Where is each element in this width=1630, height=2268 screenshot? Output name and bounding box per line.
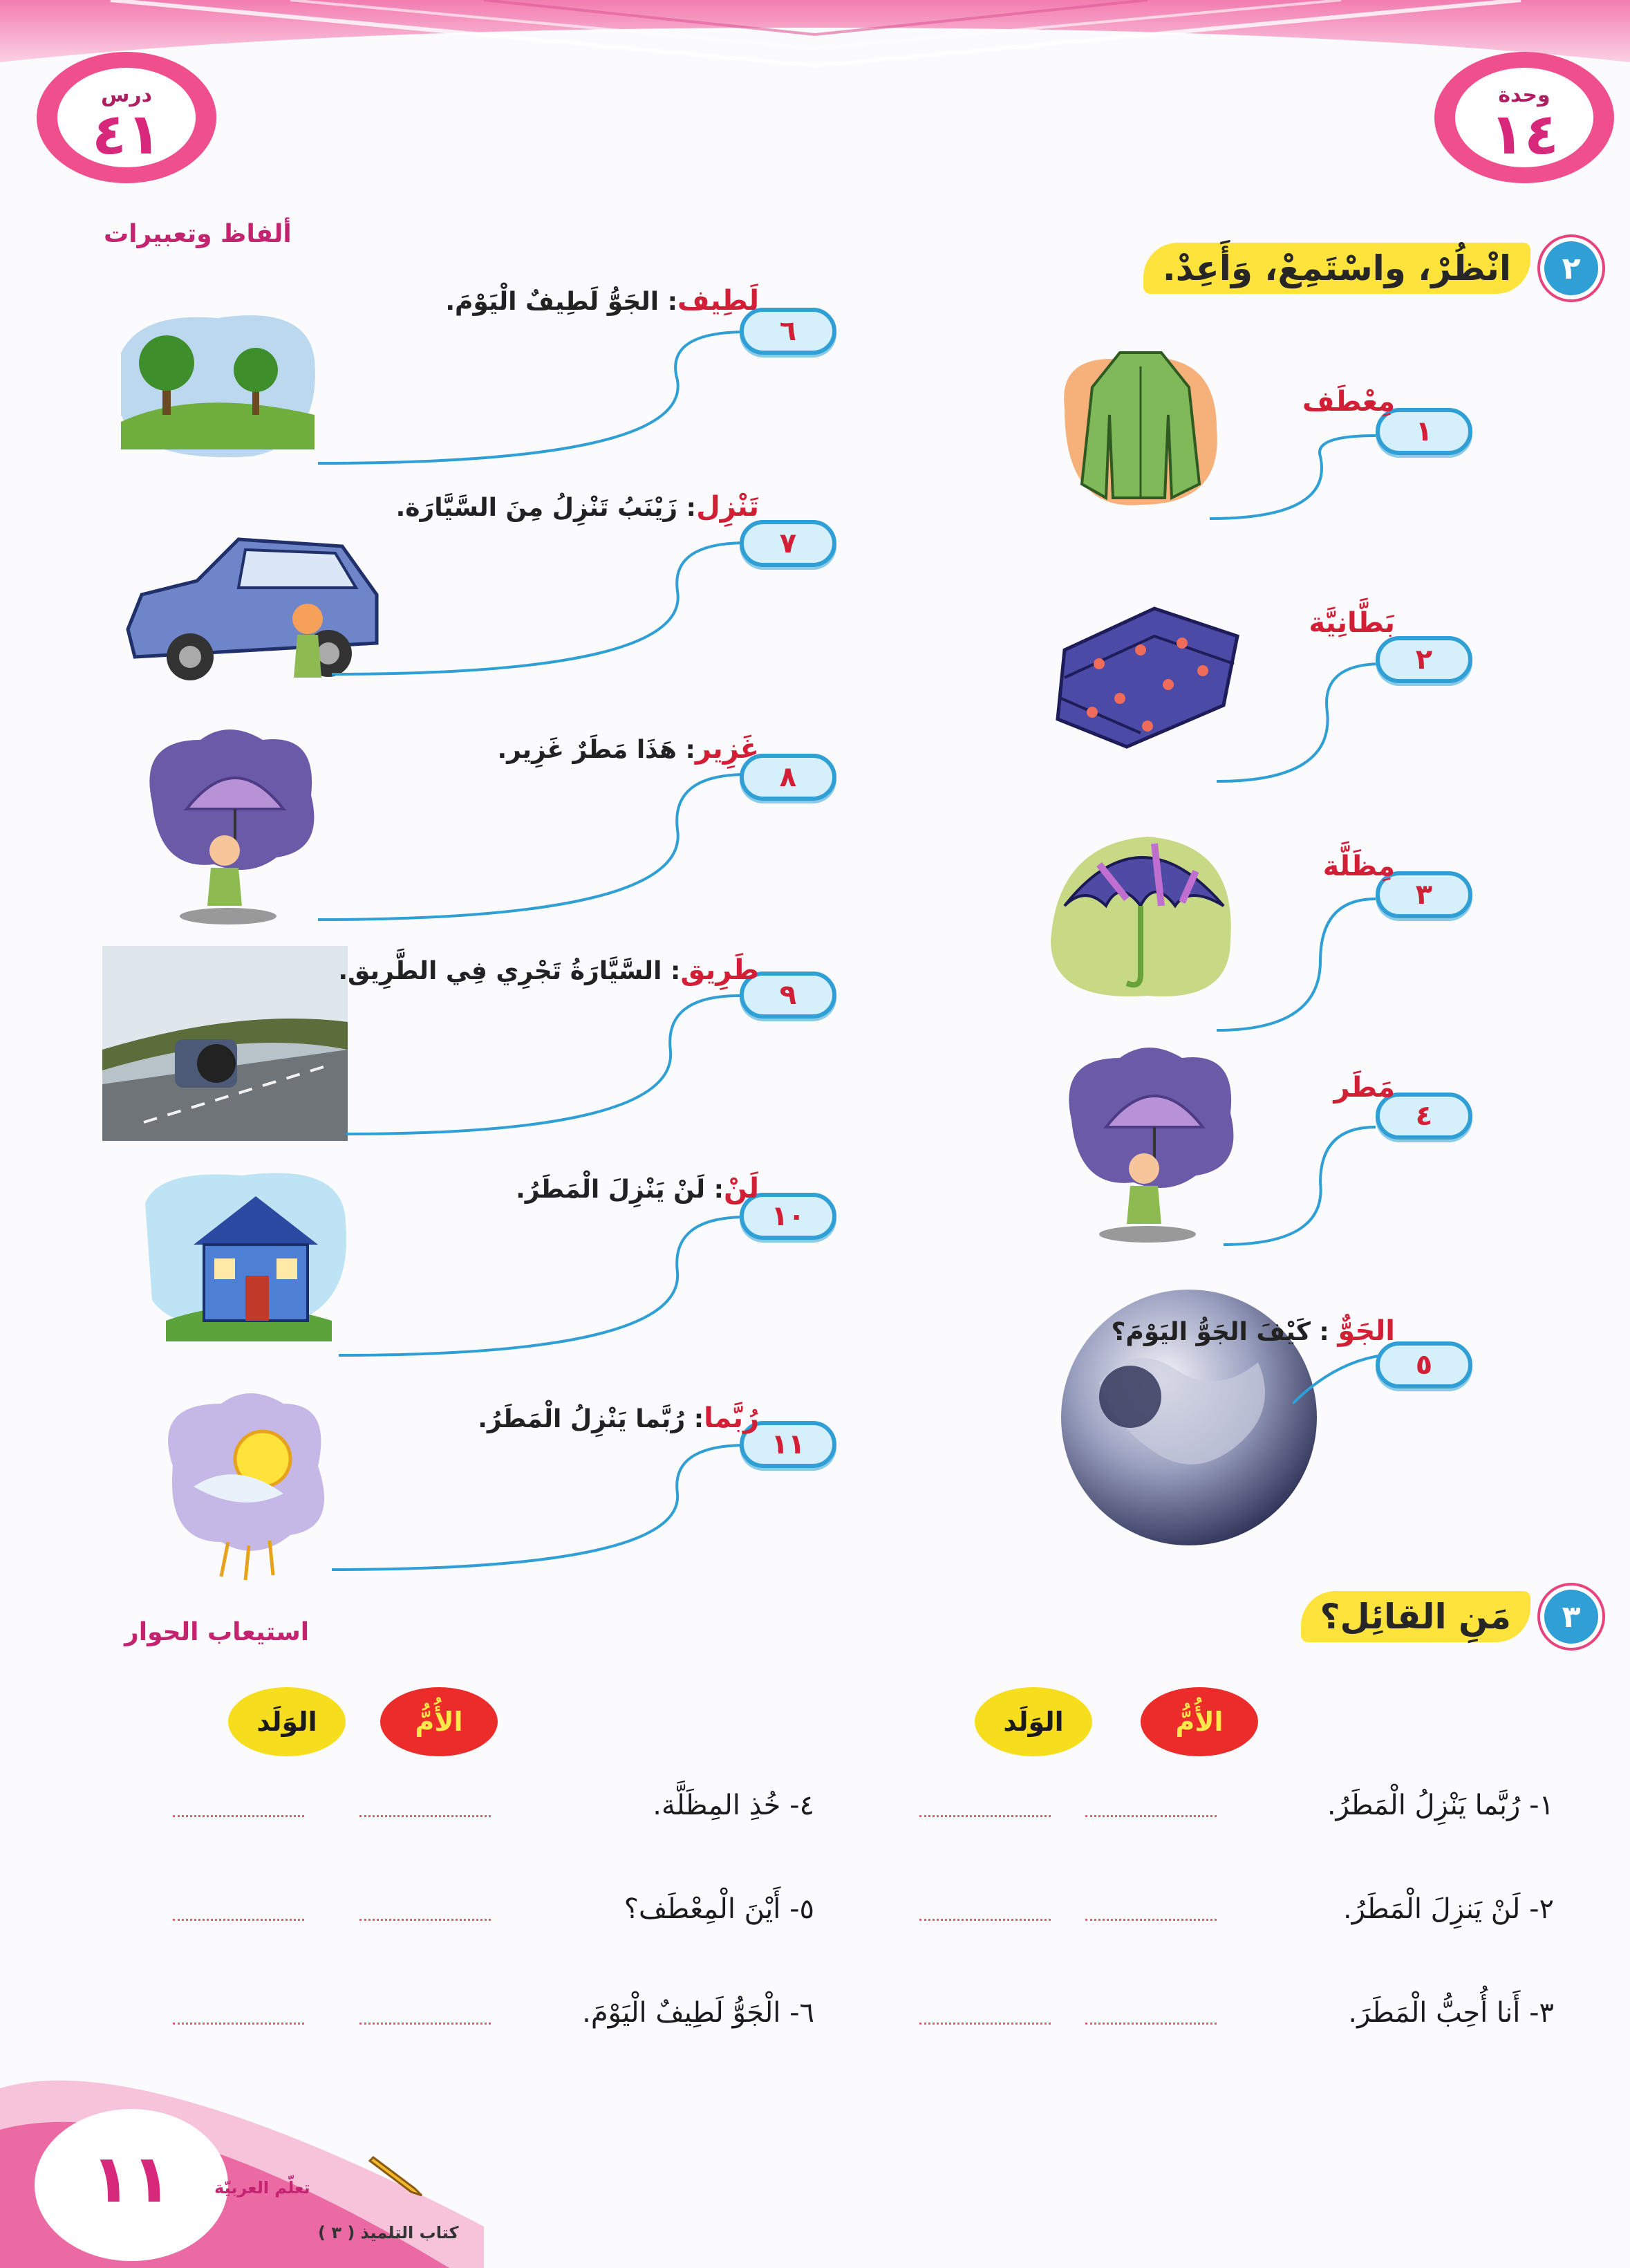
vocab-word: مِظَلَّة [1322, 850, 1395, 882]
vocab-word: رُبَّما [704, 1402, 759, 1434]
vocab-number-11: ١١ [740, 1421, 836, 1468]
vocab-word: لَطِيف [677, 285, 759, 317]
connector-line-7 [332, 536, 760, 684]
vocab-colon: : [685, 1405, 704, 1433]
sun-rain-image [152, 1383, 332, 1590]
vocab-word: بَطَّانِيَّة [1309, 607, 1395, 639]
answer-blank-4b[interactable] [173, 1815, 304, 1817]
connector-line-6 [304, 325, 747, 480]
question-3: ٣- أَنا أُحِبُّ الْمَطَرَ. [1348, 1997, 1554, 2029]
connector-line-4 [1224, 1120, 1417, 1254]
unit-badge [1431, 48, 1618, 187]
vocab-item-7 [396, 491, 759, 523]
answer-blank-1a[interactable] [1085, 1815, 1217, 1817]
answer-blank-4a[interactable] [359, 1815, 491, 1817]
option-mother-right[interactable]: الأُمُّ [1141, 1687, 1258, 1756]
question-5: ٥- أَيْنَ الْمِعْطَف؟ [624, 1893, 814, 1925]
header-banner [0, 0, 1630, 180]
vocab-colon: : [705, 1175, 724, 1204]
vocab-item-4 [1333, 1072, 1395, 1104]
vocab-word: مَطَر [1333, 1072, 1395, 1104]
umbrella-image [1044, 802, 1237, 1010]
footer-book: كتاب التلميذ ( ٣ ) [318, 2223, 459, 2242]
answer-blank-3a[interactable] [1085, 2023, 1217, 2025]
vocab-word: طَرِيق [680, 954, 759, 986]
landscape-image [114, 304, 321, 463]
section-2-side-label: ألفاظ وتعبيرات [104, 220, 292, 248]
lesson-badge [33, 48, 220, 187]
vocab-item-1 [1302, 386, 1395, 418]
answer-blank-6a[interactable] [359, 2023, 491, 2025]
section-3-title: مَنِ القائِل؟ [1301, 1591, 1530, 1642]
section-2-title: انْظُرْ، واسْتَمِعْ، وَأَعِدْ. [1143, 243, 1530, 294]
vocab-word: الجَوٌّ [1338, 1315, 1395, 1347]
vocab-item-6 [445, 285, 759, 317]
vocab-sentence: رُبَّما يَنْزِلُ الْمَطَرُ. [478, 1405, 686, 1433]
lesson-label: درس [100, 83, 153, 107]
connector-line-10 [325, 1203, 760, 1365]
vocab-colon: : [676, 736, 695, 764]
vocab-colon: : [662, 957, 681, 985]
section-2-header [1143, 235, 1602, 301]
answer-blank-3b[interactable] [919, 2023, 1051, 2025]
connector-line-11 [311, 1431, 760, 1579]
vocab-item-10 [516, 1173, 759, 1205]
question-6: ٦- الْجَوُّ لَطِيفٌ الْيَوْمَ. [582, 1997, 814, 2029]
vocab-item-8 [497, 733, 759, 765]
vocab-number-6: ٦ [740, 308, 836, 355]
vocab-item-3 [1323, 850, 1395, 882]
option-mother-left[interactable]: الأُمُّ [380, 1687, 498, 1756]
unit-label: وحدة [1498, 83, 1551, 107]
answer-blank-5b[interactable] [173, 1919, 304, 1921]
vocab-number-1: ١ [1376, 408, 1472, 455]
vocab-number-9: ٩ [740, 972, 836, 1019]
vocab-number-4: ٤ [1376, 1093, 1472, 1140]
option-boy-left[interactable]: الوَلَد [228, 1687, 346, 1756]
house-image [138, 1162, 353, 1348]
vocab-number-7: ٧ [740, 520, 836, 567]
unit-number: ١٤ [1489, 102, 1559, 167]
connector-line-8 [304, 761, 760, 929]
heavy-rain-image [138, 719, 325, 927]
vocab-item-9 [338, 954, 759, 986]
section-3-number: ٣ [1540, 1586, 1602, 1648]
vocab-item-11 [478, 1402, 759, 1434]
answer-blank-5a[interactable] [359, 1919, 491, 1921]
vocab-word: غَزِير [695, 733, 759, 765]
coat-image [1051, 325, 1230, 532]
vocab-sentence: كَيْفَ الجَوُّ اليَوْمَ؟ [1111, 1318, 1311, 1346]
vocab-colon: : [1310, 1318, 1338, 1346]
vocab-sentence: السَّيَّارَةُ تَجْرِي فِي الطَّرِيق. [338, 957, 662, 985]
question-4: ٤- خُذِ المِظَلَّة. [653, 1790, 814, 1821]
footer-brand: تعلّم العربيّة [214, 2178, 310, 2197]
answer-blank-2b[interactable] [919, 1919, 1051, 1921]
page-number: ١١ [91, 2140, 172, 2218]
section-3-header [1301, 1583, 1602, 1650]
question-1: ١- رُبَّما يَنْزِلُ الْمَطَرُ. [1327, 1790, 1554, 1821]
vocab-number-2: ٢ [1376, 636, 1472, 683]
vocab-item-5 [1112, 1315, 1395, 1347]
rain-boy-image [1058, 1037, 1244, 1245]
vocab-word: تَنْزِل [696, 491, 759, 523]
option-boy-right[interactable]: الوَلَد [975, 1687, 1092, 1756]
pencil-icon [366, 2150, 429, 2202]
lesson-number: ٤١ [91, 102, 162, 167]
vocab-sentence: هَذَا مَطَرٌ غَزِير. [497, 736, 677, 764]
vocab-word: مِعْطَف [1302, 386, 1395, 418]
vocab-sentence: الجَوُّ لَطِيفٌ الْيَوْمَ. [445, 288, 659, 316]
vocab-sentence: لَنْ يَنْزِلَ الْمَطَرُ. [516, 1175, 706, 1204]
vocab-number-10: ١٠ [740, 1193, 836, 1240]
answer-blank-6b[interactable] [173, 2023, 304, 2025]
answer-blank-2a[interactable] [1085, 1919, 1217, 1921]
vocab-colon: : [659, 288, 678, 316]
vocab-colon: : [677, 494, 697, 522]
vocab-number-3: ٣ [1376, 871, 1472, 918]
vocab-sentence: زَيْنَبُ تَنْزِلُ مِنَ السَّيَّارَة. [395, 494, 678, 522]
vocab-item-2 [1309, 607, 1395, 639]
connector-line-9 [346, 982, 760, 1144]
vocab-number-5: ٥ [1376, 1341, 1472, 1388]
vocab-number-8: ٨ [740, 754, 836, 801]
answer-blank-1b[interactable] [919, 1815, 1051, 1817]
section-2-number: ٢ [1540, 237, 1602, 299]
section-3-side-label: استيعاب الحوار [124, 1618, 310, 1646]
vocab-word: لَنْ [723, 1173, 759, 1205]
question-2: ٢- لَنْ يَنزِلَ الْمَطَرُ. [1342, 1893, 1554, 1925]
road-photo [102, 946, 348, 1141]
